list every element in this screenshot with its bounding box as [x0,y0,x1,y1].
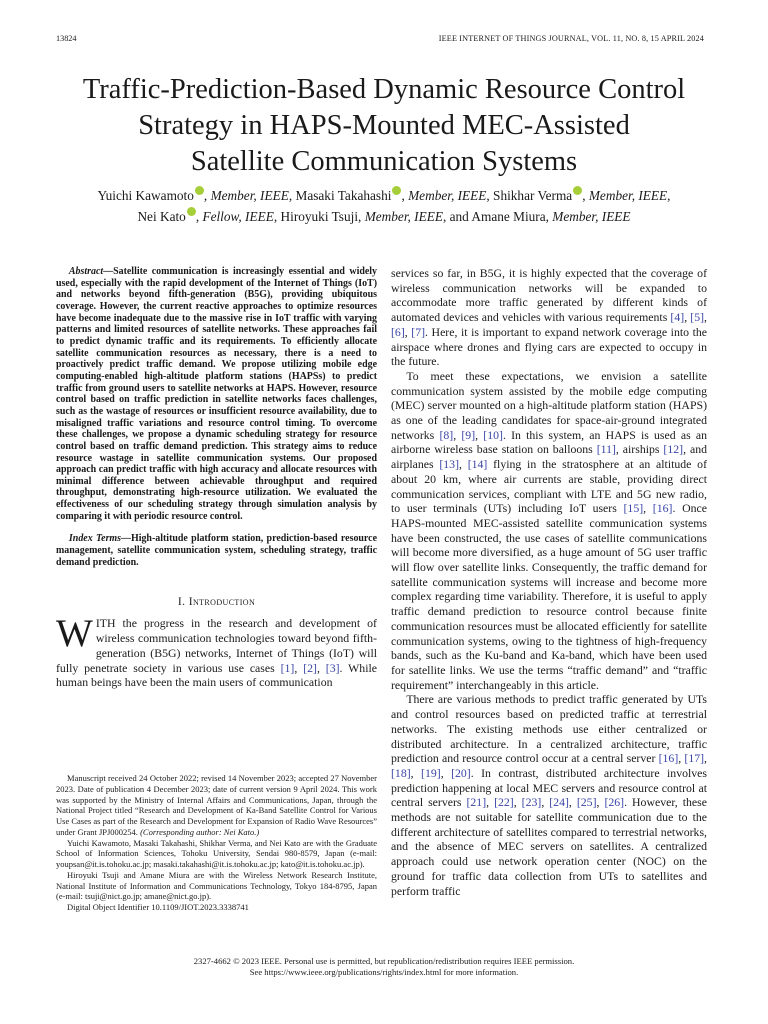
footnote-doi: Digital Object Identifier 10.1109/JIOT.2023.3338741 [67,902,249,912]
section-heading: I. Introduction [177,595,256,609]
citation-link[interactable]: [6] [391,324,405,339]
abstract-text: Satellite communication is increasingly essential and widely used, especially with the rapid development of the Internet of Things (IoT) and networks beyond fifth-generation (B5G), providing ubiquitous coverage. However, the current reactive approaches to optimize resources have become inadequate due to the massive rise in IoT traffic with varying patterns and limited resources of satellite networks. These approaches fail to predict dynamic traffic and its requirements. To efficiently allocate satellite communication resources as necessary, there is a need to proactively predict traffic demand. We propose utilizing mobile edge computing-enabled high-altitude platform stations (HAPSs) to predict traffic from ground users to satellite networks at HAPS. However, resource control based on traffic prediction in satellite networks faces challenges, such as the wastage of resources or insufficient resource availability, due to misaligned traffic variations and resource control timing. To overcome these challenges, we propose a dynamic scheduling strategy for resource control based on traffic demand prediction. This strategy aims to reduce resource wastage in satellite communication systems. Our proposed approach can predict traffic with high accuracy and allocate resources with minimal difference between achievable throughput and required throughput, demonstrating high-resource utilization. We evaluated the effectiveness of our scheduling strategy through simulation analysis by comparing it with periodic resource control. [56,266,377,522]
author-membership: Member, IEEE [588,188,668,203]
citation-link[interactable]: [16] [652,501,673,516]
citation-link[interactable]: [21] [466,795,487,810]
author-membership: Member, IEEE [364,208,443,224]
orcid-icon[interactable] [187,207,196,216]
citation-link[interactable]: [25] [576,795,597,810]
citation-link[interactable]: [5] [690,310,705,325]
title-line: Satellite Communication Systems [190,146,578,177]
orcid-icon[interactable] [392,186,401,195]
index-terms-text: High-altitude platform station, prediction-based resource management, satellite communication system, scheduling strategy, traffic demand prediction. [56,533,377,568]
paragraph-3: There are various methods to predict traffic generated by UTs and control resources based on predicted traffic at terrestrial networks. The existing methods use either centralized or distributed architecture. In a centralized architecture, traffic prediction and resource control occur at a central server [16], [17], [18], [19], [20]. In contrast, distributed architecture involves prediction happening at local MEC servers and resource control at central servers [21], [22], [23], [24], [25], [26]. However, these methods are not suitable for satellite communication due to the different architecture of satellites compared to terrestrial networks, and the absence of MEC servers on satellites. A centralized approach could use network operation center (NOC) on the ground for traffic data collection from UTs to satellites and perform traffic [391,692,707,898]
author-name: Amane Miura [471,208,546,224]
footnotes [56,773,377,913]
author-membership: Member, IEEE [408,188,487,203]
author-list: Yuichi Kawamoto , Member, IEEE, Masaki Takahashi , Member, IEEE, Shikhar Verma , Member, IEEE, Nei Kato , Fellow, IEEE, Hiroyuki Tsuji, Member, IEEE, and Amane Miura, Member, IEEE [97,188,671,224]
title-line: Traffic-Prediction-Based Dynamic Resource Control [82,74,686,105]
copyright-line-2: See https://www.ieee.org/publications/rights/index.html for more information. [249,967,519,977]
citation-link[interactable]: [13] [439,457,459,472]
copyright-line-1: 2327-4662 © 2023 IEEE. Personal use is permitted, but republication/redistribution requires IEEE permission. [193,956,575,966]
author-membership: Member, IEEE [552,208,631,224]
citation-link[interactable]: [4] [670,310,685,325]
citation-link[interactable]: [15] [623,501,644,516]
right-column [391,266,707,898]
citation-link[interactable]: [19] [421,765,441,780]
author-name: Yuichi Kawamoto [97,188,194,203]
abstract-label: Abstract [68,266,104,277]
intro-paragraph-continued: services so far, in B5G, it is highly expected that the coverage of wireless communication networks will be expanded to accommodate more traffic generated by different kinds of automated devices and vehicles with various requirements [4], [5], [6], [7]. Here, it is important to expand network coverage into the airspace where drones and flying cars are expected to occupy in the future. [391,266,707,369]
page-number: 13824 [56,34,77,43]
drop-cap: W [56,612,93,656]
citation-link[interactable]: [20] [451,765,471,780]
author-name: Shikhar Verma [493,188,573,203]
orcid-icon[interactable] [195,186,204,195]
citation-link[interactable]: [2] [303,660,317,675]
author-name: Masaki Takahashi [295,188,392,203]
citation-link[interactable]: [18] [391,765,411,780]
citation-link[interactable]: [26] [604,795,625,810]
citation-link[interactable]: [10] [483,427,503,442]
citation-link[interactable]: [8] [439,427,454,442]
paper-title [40,72,728,180]
abstract: Abstract—Satellite communication is increasingly essential and widely used, especially with the rapid development of the Internet of Things (IoT) and networks beyond fifth-generation (B5G), providing ubiquitous coverage. However, the current reactive approaches to optimize resources have become inadequate due to the massive rise in IoT traffic with varying patterns and limited resources of satellite networks. These approaches fail to predict dynamic traffic and its requirements. To efficiently allocate satellite communication resources as necessary, there is a need to proactively predict traffic demand. We propose utilizing mobile edge computing-enabled high-altitude platform stations (HAPSs) to predict traffic from ground users to satellite networks at HAPS. However, resource control based on traffic prediction in satellite networks faces challenges, such as the wastage of resources or insufficient resource availability, due to misaligned traffic variations and resource control timing. To overcome these challenges, we propose a dynamic scheduling strategy for resource control based on traffic demand prediction. This strategy aims to reduce resource wastage in satellite communication systems. Our proposed approach can predict traffic with high accuracy and allocate resources with minimal difference between achievable throughput and required throughput, demonstrating high-resource utilization. We evaluated the effectiveness of our scheduling strategy through simulation analysis by comparing it with periodic resource control. [56,266,377,522]
author-name: Nei Kato [137,208,186,224]
index-terms-label: Index Terms [68,533,122,545]
paragraph-2: To meet these expectations, we envision a satellite communication system assisted by the mobile edge computing (MEC) server mounted on a high-altitude platform station (HAPS) as one of the leading candidates for space-air-ground integrated networks [8], [9], [10]. In this system, an HAPS is used as an airborne wireless base station on balloons [11], airships [12], and airplanes [13], [14] flying in the stratosphere at an altitude of about 20 km, where air currents are stable, providing direct communication services, compliant with LTE and 5G new radio, to user terminals (UTs) including IoT users [15], [16]. Once HAPS-mounted MEC-assisted satellite communication systems have been constructed, the use cases of satellite communications will become more diversified, as a huge amount of 5G user traffic will flow over satellite links. Consequently, the traffic demand for satellite communication systems will increase and become more complex regarding time variability. Therefore, it is useful to apply traffic demand prediction to resource control because finite communication resources must be allocated efficiently for satellite communication systems, owing to the tightness of high-frequency bands, such as the Ku-band and Ka-band, which have been used for satellite links. We use the terms “traffic demand” and “traffic requirement” interchangeably in this article. [391,368,707,692]
citation-link[interactable]: [3] [325,660,340,675]
citation-link[interactable]: [7] [411,324,426,339]
index-terms: Index Terms—High-altitude platform station, prediction-based resource management, satellite communication system, scheduling strategy, traffic demand prediction. [56,533,377,568]
running-head [56,34,704,48]
citation-link[interactable]: [16] [658,751,679,766]
citation-link[interactable]: [23] [521,795,542,810]
citation-link[interactable]: [1] [280,660,295,675]
journal-header: IEEE INTERNET OF THINGS JOURNAL, VOL. 11, NO. 8, 15 APRIL 2024 [438,34,704,43]
citation-link[interactable]: [11] [596,442,616,457]
copyright-notice [0,956,768,978]
citation-link[interactable]: [9] [461,427,476,442]
footnote-received: Manuscript received 24 October 2022; revised 14 November 2023; accepted 27 November 2023. Date of publication 4 December 2023; date of current version 9 April 2024. This work was supported by the Ministry of Internal Affairs and Communications, Japan, through the National Project titled “Research and Development of Ka-Band Satellite Control for Various Use Cases as part of the Research and Development for Expansion of Radio Wave Resources” under Grant JPJ000254. (Corresponding author: Nei Kato.) [56,773,377,837]
footnote-affiliation-1: Yuichi Kawamoto, Masaki Takahashi, Shikhar Verma, and Nei Kato are with the Graduate School of Information Sciences, Tohoku University, Sendai 980-8579, Japan (e-mail: youpsan@it.is.tohoku.ac.jp; masaki.takahashi@it.is.tohoku.ac.jp; kato@it.is.tohoku.ac.jp). [56,837,377,869]
citation-link[interactable]: [17] [684,751,705,766]
citation-link[interactable]: [22] [494,795,514,810]
title-line: Strategy in HAPS-Mounted MEC-Assisted [138,110,630,141]
orcid-icon[interactable] [573,186,582,195]
intro-paragraph: WITH the progress in the research and development of wireless communication technologies toward beyond fifth-generation (B5G) networks, Internet of Things (IoT) will fully penetrate society in various use cases [1], [2], [3]. While human beings have been the main users of communication [56,612,377,690]
citation-link[interactable]: [12] [663,442,684,457]
author-membership: Fellow, IEEE [202,208,274,224]
citation-link[interactable]: [14] [467,457,488,472]
citation-link[interactable]: [24] [549,795,569,810]
footnote-corresponding: (Corresponding author: Nei Kato.) [140,826,260,837]
left-column [56,266,377,690]
footnote-affiliation-2: Hiroyuki Tsuji and Amane Miura are with the Wireless Network Research Institute, National Institute of Information and Communications Technology, Tokyo 184-8795, Japan (e-mail: tsuji@nict.go.jp; amane@nict.go.jp). [56,869,377,902]
author-membership: Member, IEEE [210,188,289,203]
author-name: Hiroyuki Tsuji [280,208,359,224]
